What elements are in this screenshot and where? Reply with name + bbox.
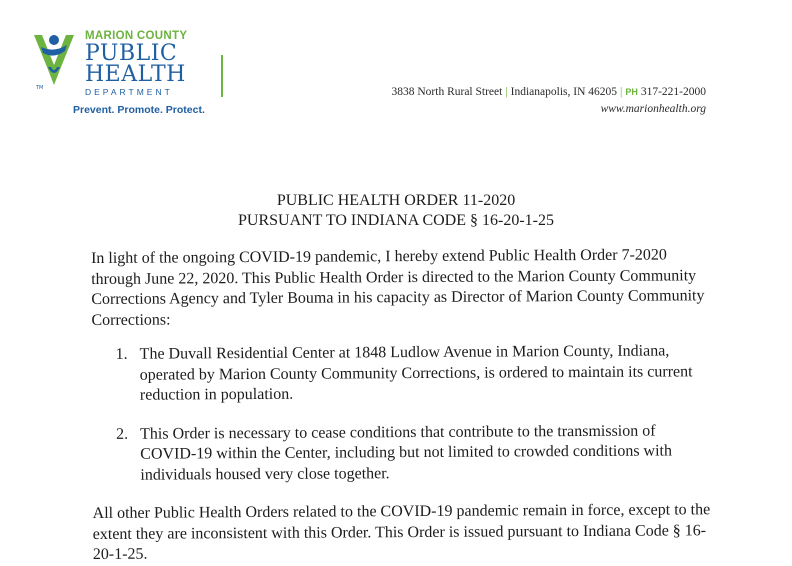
svg-text:TM: TM	[36, 85, 44, 91]
header-address	[392, 84, 707, 118]
website-link[interactable]: www.marionhealth.org	[600, 103, 706, 115]
separator: |	[505, 86, 508, 98]
item-number: 2.	[116, 425, 129, 443]
closing-paragraph: All other Public Health Orders related to the COVID-19 pandemic remain in force, except to the extent they are inconsistent with this Order. This Order is issued pursuant to Indiana Code § 16-20-1-25.	[92, 501, 711, 563]
order-title	[0, 191, 792, 231]
person-figure-logo-icon	[28, 27, 80, 91]
item-number: 1.	[115, 345, 128, 363]
city: Indianapolis, IN 46205	[510, 86, 617, 98]
item-text: The Duvall Residential Center at 1848 Ludlow Avenue in Marion County, Indiana, operated by Marion County Community Corrections, is ordered to maintain its current reduction in population.	[139, 342, 693, 404]
header-divider	[221, 55, 223, 97]
item-text: This Order is necessary to cease conditions that contribute to the transmission of COVID-19 within the Center, including but not limited to crowded conditions with individuals housed very close together.	[140, 422, 673, 484]
title-line-1: PUBLIC HEALTH ORDER 11-2020	[276, 192, 516, 209]
department-logo	[28, 27, 203, 119]
logo-public: PUBLIC	[85, 41, 178, 66]
logo-health: HEALTH	[85, 62, 186, 87]
list-item	[92, 341, 714, 406]
list-item	[92, 421, 714, 486]
order-body	[91, 245, 715, 565]
logo-department: DEPARTMENT	[85, 87, 173, 97]
phone: 317-221-2000	[640, 86, 706, 98]
logo-wordmark	[85, 30, 187, 98]
order-items	[92, 341, 715, 486]
intro-paragraph: In light of the ongoing COVID-19 pandemic, I hereby extend Public Health Order 7-2020 through June 22, 2020. This Public Health Order is directed to the Marion County Community Corrections Agency and Tyler Bouma in his capacity as Director of Marion County Community Corrections:	[91, 246, 705, 329]
phone-label: PH	[625, 87, 638, 97]
street: 3838 North Rural Street	[391, 86, 503, 98]
title-line-2: PURSUANT TO INDIANA CODE § 16-20-1-25	[237, 212, 554, 229]
separator: |	[620, 86, 623, 98]
logo-tagline: Prevent. Promote. Protect.	[73, 104, 205, 116]
address-line	[392, 84, 707, 101]
logo-county: MARION COUNTY	[85, 30, 188, 42]
